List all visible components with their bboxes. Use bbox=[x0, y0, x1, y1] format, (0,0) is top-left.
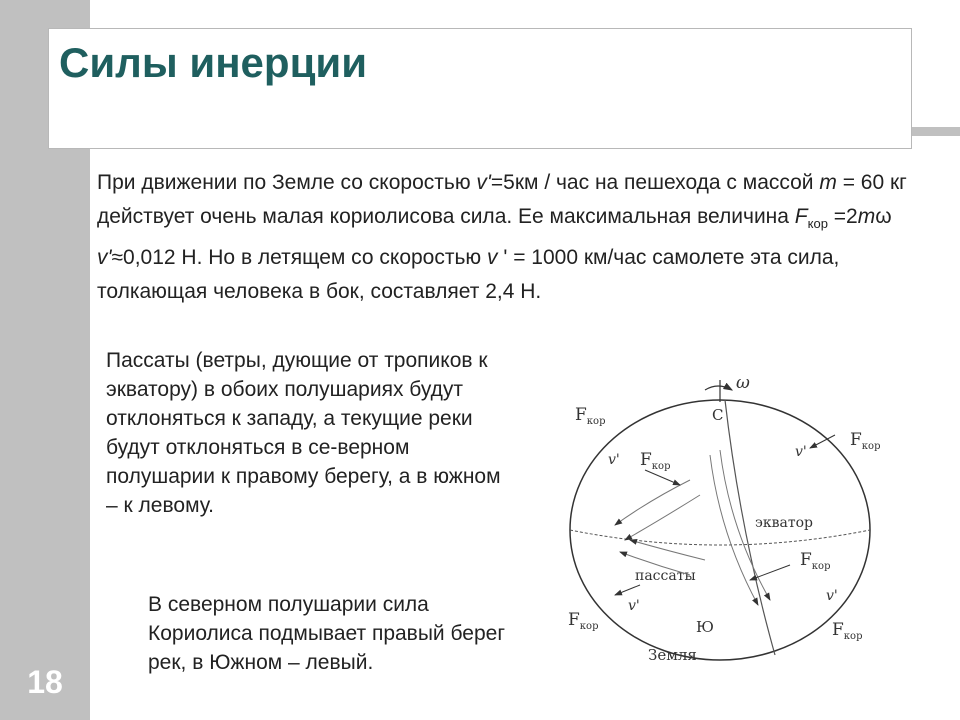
title-box bbox=[48, 28, 912, 149]
svg-text:Fкор: $F_{кор}$ bbox=[850, 430, 881, 452]
mass-symbol: m bbox=[857, 205, 876, 228]
text-span: =5км / час на пешехода с массой bbox=[490, 171, 820, 194]
svg-text:v': v' bbox=[826, 588, 838, 604]
equator-line bbox=[570, 530, 870, 545]
trade-winds-label: пассаты bbox=[635, 568, 696, 584]
slide-number: 18 bbox=[27, 664, 63, 700]
slide-title: Силы инерции bbox=[59, 39, 368, 86]
velocity-symbol: v' bbox=[97, 246, 112, 270]
text-span: = 60 кг действует очень малая кориолисова сила. Ее максимальная величина bbox=[97, 171, 907, 228]
text-span: =2 bbox=[827, 205, 858, 228]
mass-symbol: m bbox=[819, 171, 837, 194]
force-symbol: F bbox=[794, 205, 808, 228]
force-subscript: кор bbox=[807, 216, 828, 232]
svg-text:v': v' bbox=[628, 598, 640, 614]
velocity-symbol: v' bbox=[476, 171, 491, 194]
earth-label: Земля bbox=[648, 646, 697, 664]
text-span: ' = 1000 км/час самолете эта сила, толкающая человека в бок, составляет 2,4 Н. bbox=[97, 246, 840, 304]
svg-text:Fкор: $F_{кор}$ bbox=[640, 450, 671, 472]
omega-label: ω bbox=[736, 373, 750, 393]
rotation-arrow-icon bbox=[705, 386, 732, 390]
south-label: Ю bbox=[696, 618, 714, 636]
decorative-bar bbox=[912, 127, 960, 136]
text-span: ≈0,012 Н. Но в летящем со скоростью bbox=[111, 246, 488, 270]
svg-text:Fкор: $F_{кор}$ bbox=[575, 405, 606, 427]
paragraph-river-banks: В северном полушарии сила Кориолиса подмывает правый берег рек, в Южном – левый. bbox=[148, 593, 505, 674]
svg-text:Fкор: $F_{кор}$ bbox=[832, 620, 863, 642]
north-label: С bbox=[712, 406, 724, 424]
svg-text:v': v' bbox=[795, 444, 807, 460]
equator-label: экватор bbox=[755, 515, 813, 531]
svg-text:Fкор: $F_{кор}$ bbox=[568, 610, 599, 632]
earth-coriolis-diagram bbox=[540, 360, 940, 680]
svg-text:Fкор: $F_{кор}$ bbox=[800, 550, 831, 572]
paragraph-trade-winds: Пассаты (ветры, дующие от тропиков к экватору) в обоих полушариях будут отклоняться к западу, а текущие реки будут отклоняться в се-верном полушарии к правому берегу, а в южном – к левому. bbox=[106, 349, 501, 517]
paragraph-coriolis-example bbox=[97, 166, 917, 309]
text-span: При движении по Земле со скоростью bbox=[97, 171, 477, 194]
velocity-symbol: v bbox=[487, 246, 498, 270]
earth-outline bbox=[570, 400, 870, 660]
svg-text:v': v' bbox=[608, 452, 620, 468]
text-span: ω bbox=[875, 205, 892, 228]
